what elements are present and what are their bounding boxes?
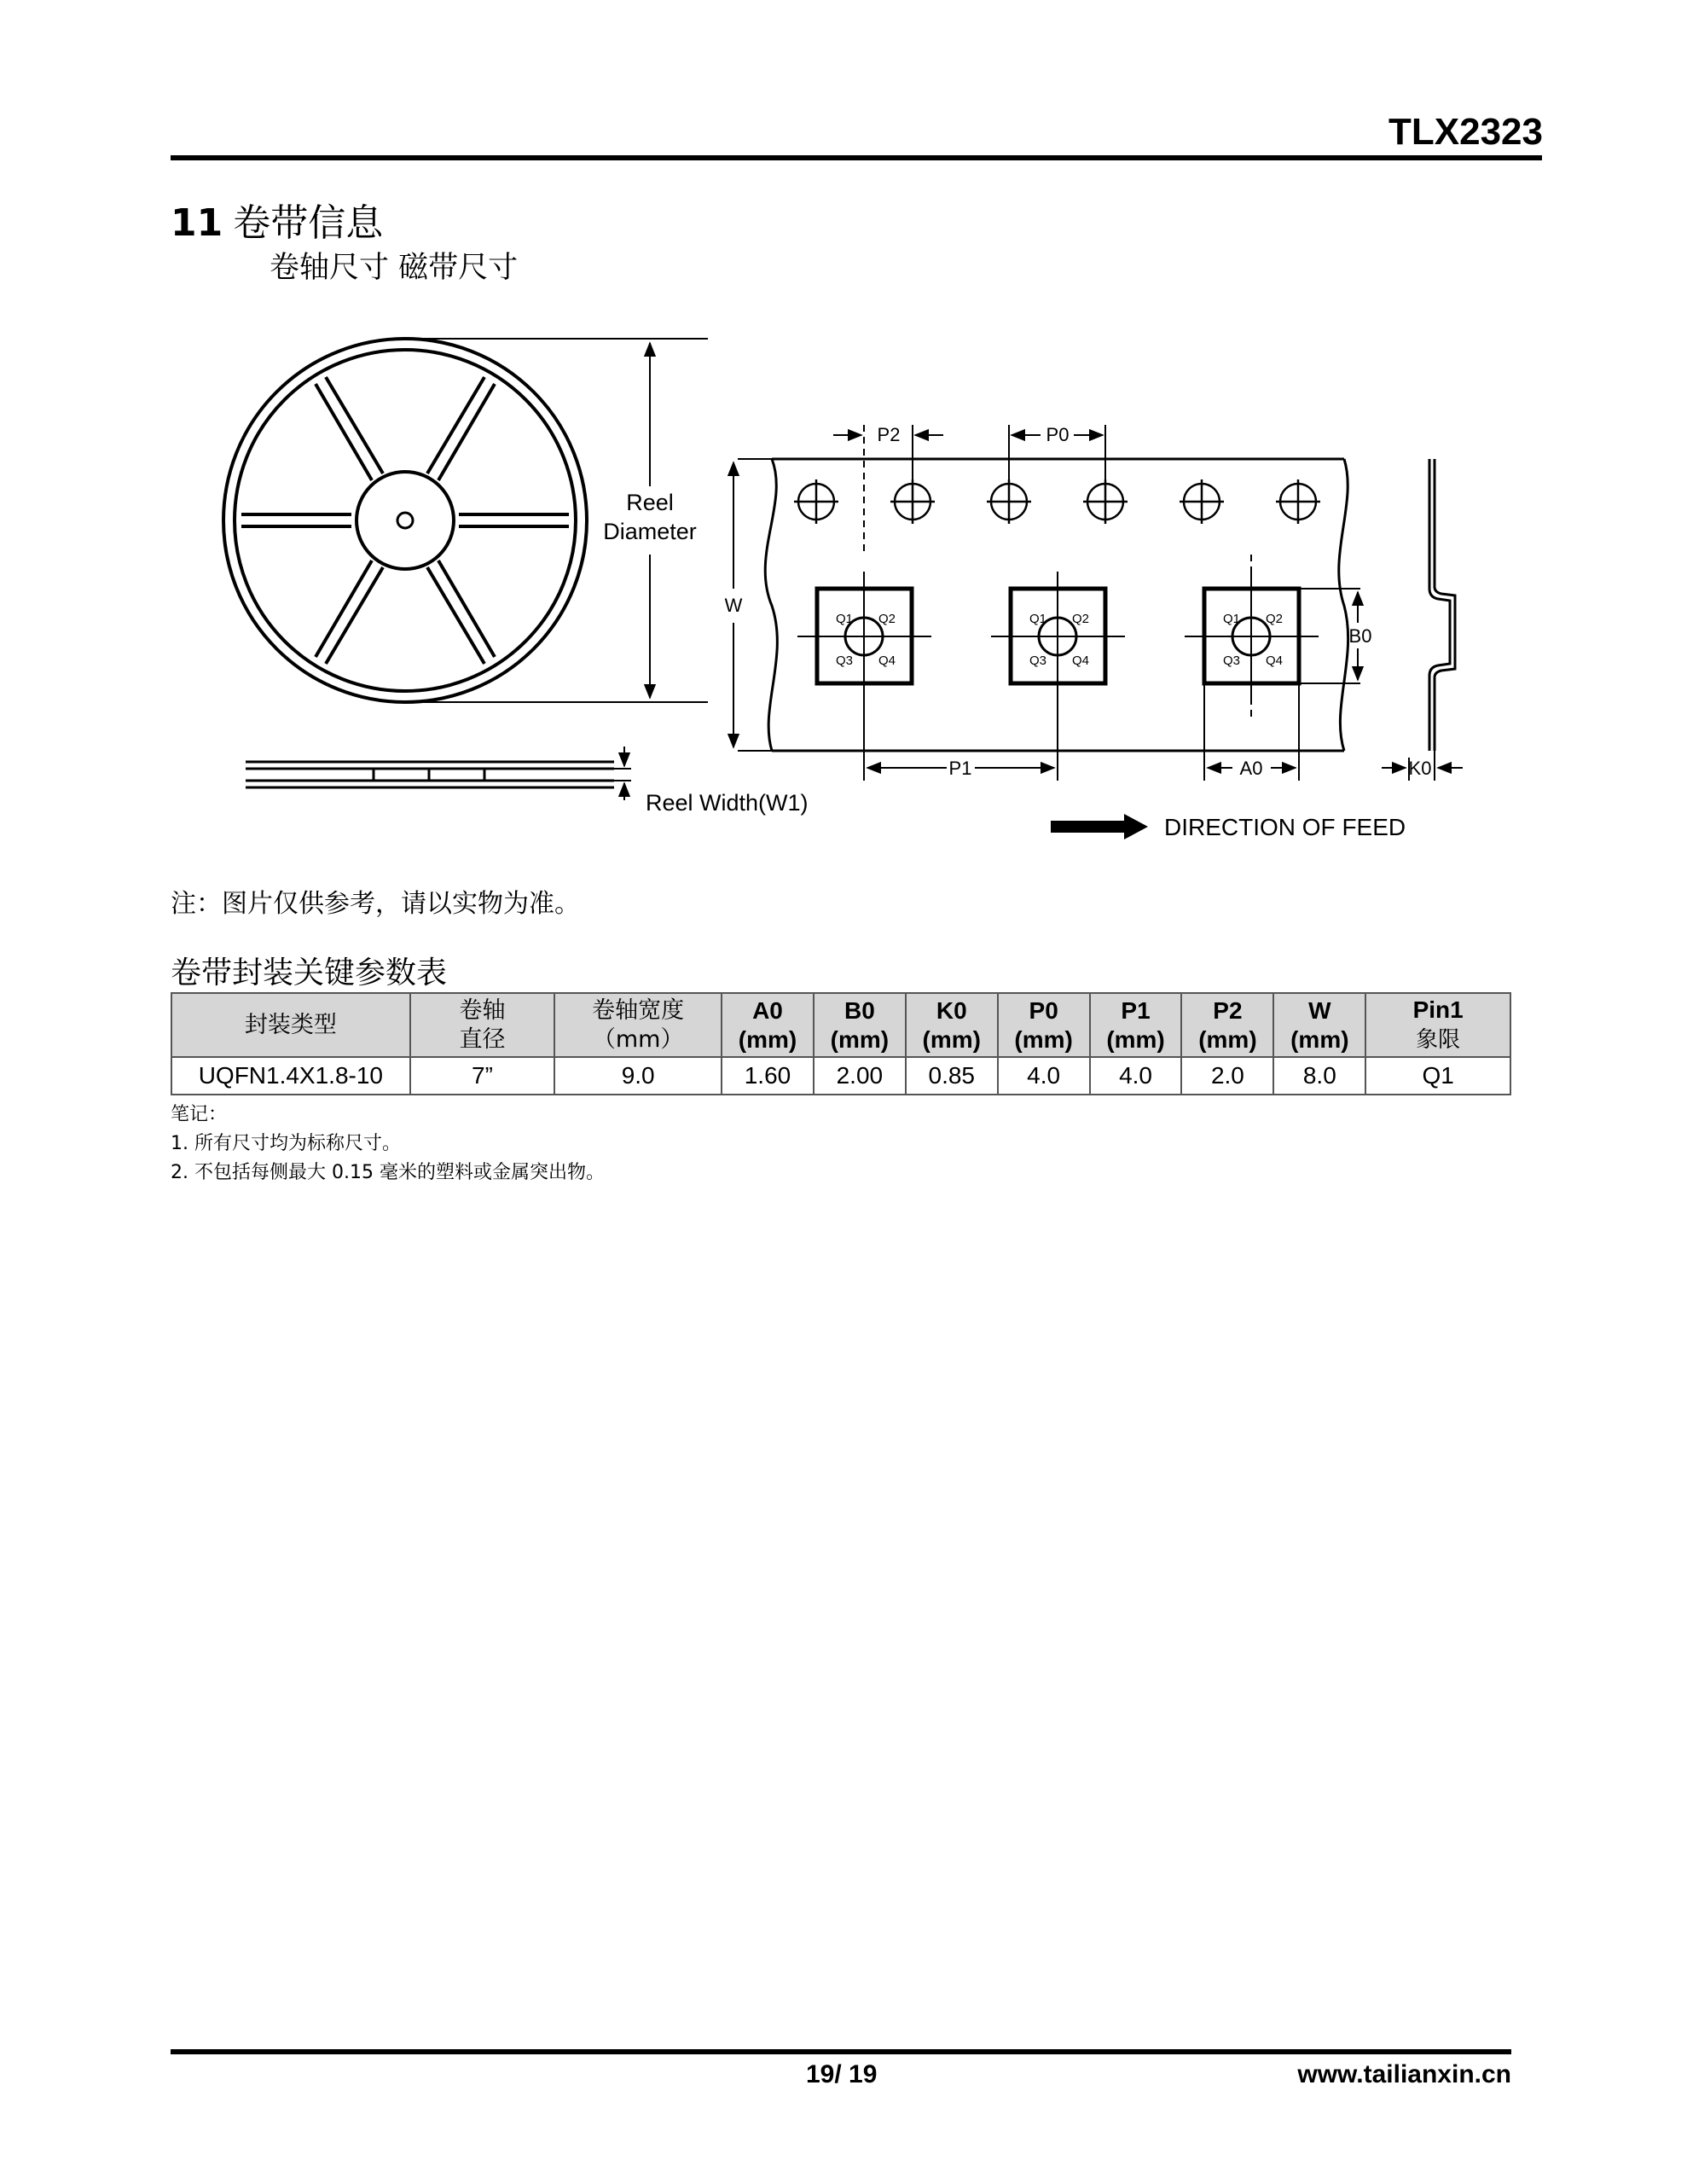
reel-spokes — [241, 377, 569, 664]
carrier-tape — [765, 459, 1348, 751]
cell-package-type: UQFN1.4X1.8-10 — [171, 1057, 410, 1095]
cell-w: 8.0 — [1273, 1057, 1365, 1095]
dim-b0-label: B0 — [1348, 625, 1372, 647]
pocket-3-q2: Q2 — [1265, 612, 1284, 626]
pocket-1-q4: Q4 — [878, 653, 896, 668]
feed-direction-arrow — [1051, 814, 1148, 839]
pocket-3-q3: Q3 — [1222, 653, 1241, 668]
section-number: 11 — [171, 201, 223, 245]
header-pin1-quadrant: Pin1 象限 — [1365, 993, 1510, 1057]
footer-rule — [171, 2049, 1511, 2054]
header-b0: B0 (mm) — [814, 993, 906, 1057]
cell-reel-diameter: 7” — [410, 1057, 555, 1095]
header-reel-diameter: 卷轴 直径 — [410, 993, 555, 1057]
header-p0: P0 (mm) — [998, 993, 1090, 1057]
pocket-1 — [797, 572, 931, 701]
pocket-2 — [991, 572, 1125, 701]
part-number: TLX2323 — [1388, 111, 1543, 153]
header-p1: P1 (mm) — [1090, 993, 1182, 1057]
pocket-1-q2: Q2 — [878, 612, 896, 626]
remarks — [171, 1101, 605, 1188]
dim-k0-label: K0 — [1408, 758, 1432, 779]
sprocket-holes — [794, 479, 1320, 524]
cell-pin1-quadrant: Q1 — [1365, 1057, 1510, 1095]
header-package-type: 封装类型 — [171, 993, 410, 1057]
pocket-1-q3: Q3 — [835, 653, 854, 668]
header-p2: P2 (mm) — [1181, 993, 1273, 1057]
website-url: www.tailianxin.cn — [1297, 2060, 1511, 2088]
header-a0: A0 (mm) — [722, 993, 814, 1057]
cell-p1: 4.0 — [1090, 1057, 1182, 1095]
tape-dimensions — [733, 425, 1360, 781]
remark-item-1: 1. 所有尺寸均为标称尺寸。 — [171, 1133, 401, 1154]
pocket-3-q1: Q1 — [1222, 612, 1241, 626]
cell-k0: 0.85 — [906, 1057, 998, 1095]
dim-w-label: W — [724, 595, 743, 616]
pocket-2-q4: Q4 — [1071, 653, 1090, 668]
pocket-quadrant-labels — [836, 612, 1283, 668]
pocket-1-q1: Q1 — [835, 612, 854, 626]
reel-drawing — [223, 339, 587, 702]
dim-a0-label: A0 — [1239, 758, 1263, 779]
table-title: 卷带封装关键参数表 — [171, 956, 448, 990]
tape-reel-spec-table — [171, 992, 1511, 1095]
table-header-row — [171, 993, 1510, 1057]
cell-a0: 1.60 — [722, 1057, 814, 1095]
cell-p2: 2.0 — [1181, 1057, 1273, 1095]
remark-item-2: 2. 不包括每侧最大 0.15 毫米的塑料或金属突出物。 — [171, 1162, 605, 1183]
cell-b0: 2.00 — [814, 1057, 906, 1095]
reel-diameter-label-1: Reel — [626, 490, 674, 515]
reel-width-label: Reel Width(W1) — [646, 790, 809, 816]
remarks-heading: 笔记： — [171, 1104, 228, 1125]
dim-p2-label: P2 — [877, 424, 901, 445]
cell-p0: 4.0 — [998, 1057, 1090, 1095]
header-k0: K0 (mm) — [906, 993, 998, 1057]
dim-p0-label: P0 — [1046, 424, 1070, 445]
pocket-2-q1: Q1 — [1029, 612, 1047, 626]
tape-reel-figure — [171, 307, 1501, 870]
pocket-3-q4: Q4 — [1265, 653, 1284, 668]
section-title — [171, 192, 383, 247]
header-rule — [171, 155, 1542, 160]
tape-side-profile — [1382, 459, 1463, 781]
pocket-2-q3: Q3 — [1029, 653, 1047, 668]
page-number: 19/ 19 — [806, 2060, 878, 2088]
pocket-2-q2: Q2 — [1071, 612, 1090, 626]
reel-diameter-label-2: Diameter — [603, 519, 697, 544]
dim-p1-label: P1 — [948, 758, 972, 779]
tape-pockets — [797, 572, 1319, 701]
feed-direction-label: DIRECTION OF FEED — [1164, 814, 1406, 840]
section-subtitle: 卷轴尺寸 磁带尺寸 — [270, 251, 519, 285]
table-row — [171, 1057, 1510, 1095]
header-w: W (mm) — [1273, 993, 1365, 1057]
section-title-text: 卷带信息 — [233, 201, 384, 245]
reel-side-view — [246, 746, 631, 800]
figure-note: 注：图片仅供参考，请以实物为准。 — [171, 889, 580, 919]
header-reel-width: 卷轴宽度 （mm） — [554, 993, 722, 1057]
cell-reel-width: 9.0 — [554, 1057, 722, 1095]
